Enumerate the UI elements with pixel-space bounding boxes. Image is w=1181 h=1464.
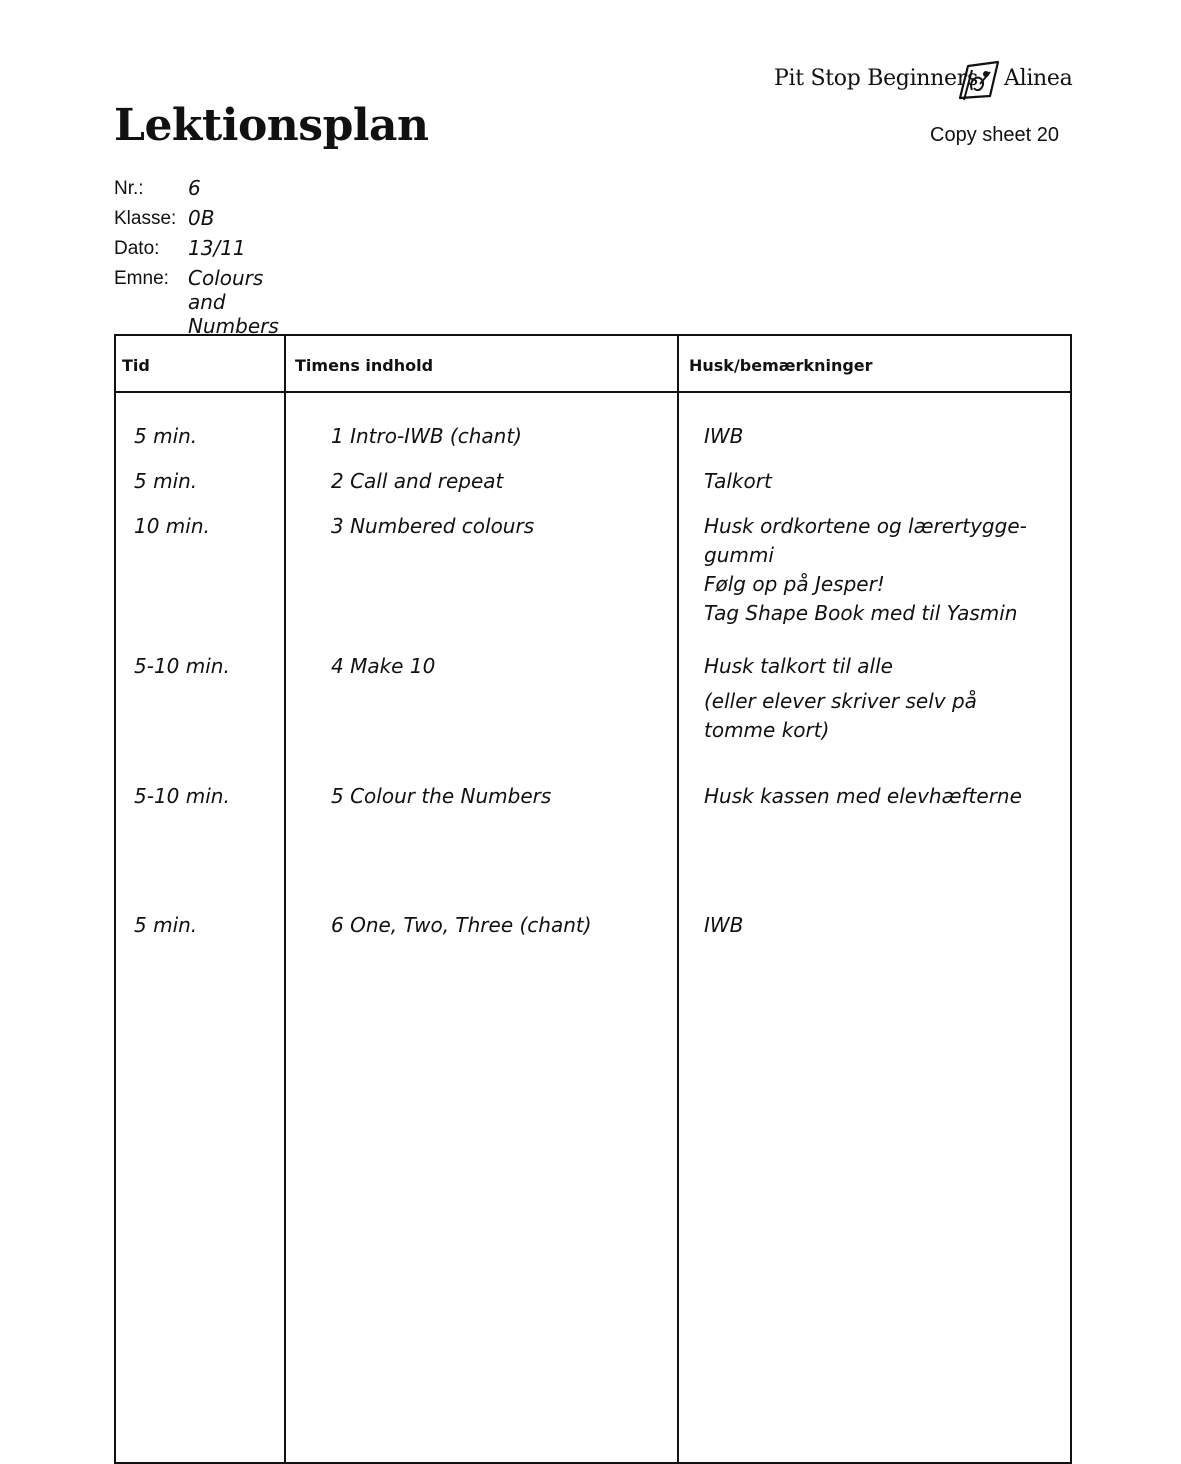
header-notes: Husk/bemærkninger [689, 356, 873, 375]
row-2-notes [704, 467, 772, 496]
row-2-tid: 5 min. [134, 469, 198, 493]
emne-value: Colours and Numbers [188, 266, 279, 338]
row-4-notes [704, 652, 977, 745]
copy-sheet-label: Copy sheet 20 [930, 124, 1059, 146]
publisher-name: Alinea [1004, 66, 1073, 91]
row-2-content: 2 Call and repeat [331, 469, 504, 493]
nr-label: Nr.: [114, 178, 144, 199]
row-3-tid: 10 min. [134, 514, 210, 538]
note-line: Tag Shape Book med til Yasmin [704, 601, 1018, 625]
page-title: Lektionsplan [114, 100, 429, 151]
dato-label: Dato: [114, 238, 160, 259]
dato-value: 13/11 [188, 236, 246, 260]
brand-header [740, 62, 1073, 102]
note-line: tomme kort) [704, 718, 830, 742]
note-line: Følg op på Jesper! [704, 572, 885, 596]
row-1-content: 1 Intro-IWB (chant) [331, 424, 522, 448]
row-3-content: 3 Numbered colours [331, 514, 535, 538]
row-1-notes [704, 422, 743, 451]
row-4-tid: 5-10 min. [134, 654, 230, 678]
row-6-notes [704, 911, 743, 940]
nr-value: 6 [188, 176, 201, 200]
note-line: Husk kassen med elevhæfterne [704, 784, 1022, 808]
row-5-tid: 5-10 min. [134, 784, 230, 808]
note-line: Husk ordkortene og lærertygge- [704, 514, 1027, 538]
row-3-notes [704, 512, 1027, 628]
row-4-content: 4 Make 10 [331, 654, 436, 678]
klasse-value: 0B [188, 206, 215, 230]
note-line: Talkort [704, 469, 772, 493]
row-5-content: 5 Colour the Numbers [331, 784, 552, 808]
header-divider [116, 391, 1070, 393]
row-5-notes [704, 782, 1022, 811]
header-content: Timens indhold [295, 356, 434, 375]
row-6-content: 6 One, Two, Three (chant) [331, 913, 592, 937]
lesson-plan-table [114, 334, 1072, 1464]
note-line: Husk talkort til alle [704, 654, 893, 678]
klasse-label: Klasse: [114, 208, 177, 229]
series-name: Pit Stop Beginners [774, 66, 978, 91]
note-line: (eller elever skriver selv på [704, 689, 977, 713]
copy-sheet-logo-icon [952, 60, 1002, 102]
header-tid: Tid [122, 356, 150, 375]
note-line: gummi [704, 543, 774, 567]
column-divider [677, 336, 679, 1462]
column-divider [284, 336, 286, 1462]
row-1-tid: 5 min. [134, 424, 198, 448]
emne-label: Emne: [114, 268, 169, 289]
row-6-tid: 5 min. [134, 913, 198, 937]
note-line: IWB [704, 424, 744, 448]
note-line: IWB [704, 913, 744, 937]
